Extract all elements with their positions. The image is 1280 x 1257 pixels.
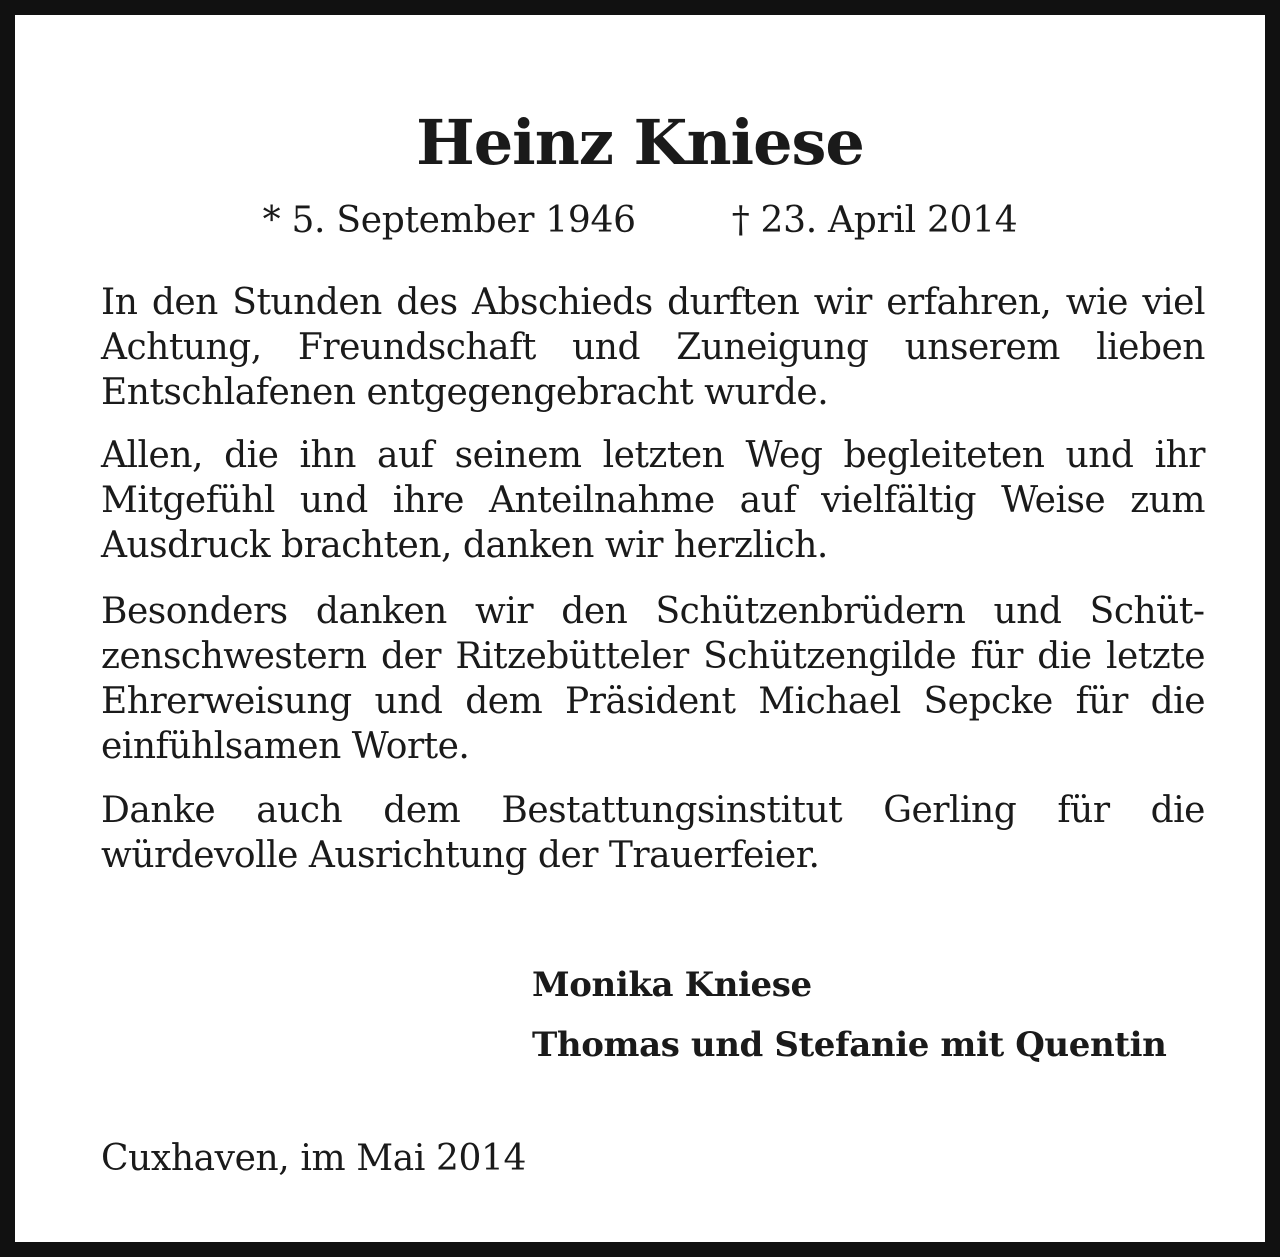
birth-date: * 5. September 1946 [262,200,636,241]
signatory-2: Thomas und Stefanie mit Quentin [532,1025,1167,1065]
death-date: † 23. April 2014 [731,200,1018,241]
thanks-paragraph-2: Allen, die ihn auf seinem letzten Weg begleiteten und ihr Mitgefühl und ihre Anteilnahme auf vielfältig Weise zum Ausdruck brachten, danken wir herzlich. [101,435,1205,566]
thanks-paragraph-4: Danke auch dem Bestattungsinstitut Gerling für die würdevolle Ausrichtung der Trauerfeier. [101,790,1205,876]
thanks-paragraph-3: Besonders danken wir den Schützenbrüdern und Schützenschwestern der Ritzebütteler Schützengilde für die letzte Ehrerweisung und dem Präsident Michael Sepcke für die einfühlsamen Worte. [101,591,1205,767]
place-and-date: Cuxhaven, im Mai 2014 [101,1138,526,1179]
deceased-name: Heinz Kniese [416,106,864,179]
thanks-paragraph-1: In den Stunden des Abschieds durften wir erfahren, wie viel Achtung, Freundschaft und Zuneigung unserem lieben Entschlafenen entgegengebracht wurde. [101,282,1205,413]
signatory-1: Monika Kniese [532,965,812,1005]
life-dates [15,197,1265,245]
